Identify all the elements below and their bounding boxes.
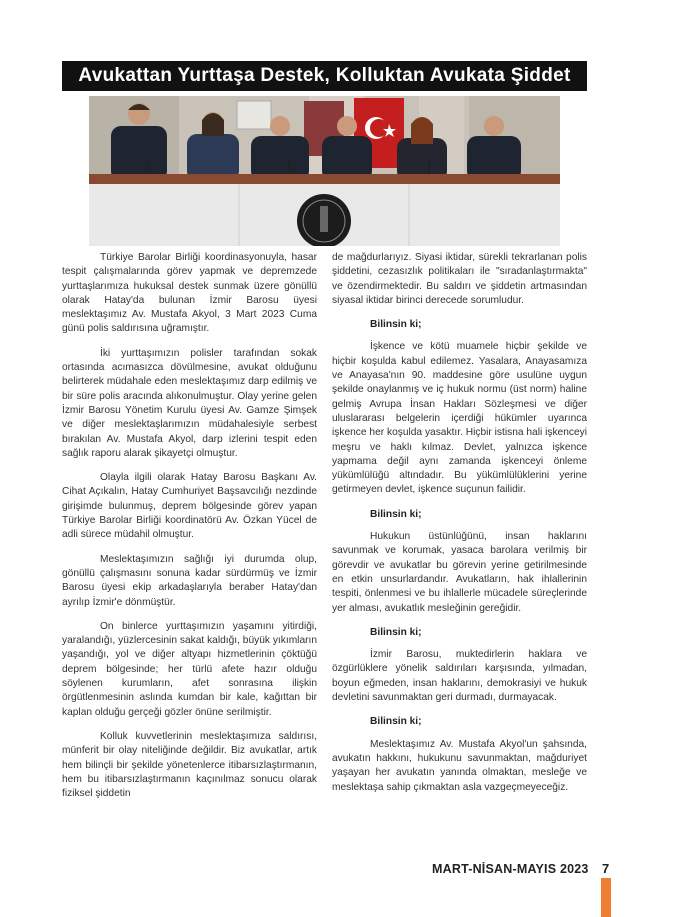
paragraph: Meslektaşımız Av. Mustafa Akyol'un şahsında, avukatın hakkını, hukukunu savunmaktan, mağduriyet yaşayan her avukatın yanında olmaktan, mesleğe ve meslektaşa sahip çıkmaktan asla vazgeçmeyeceğiz. [332, 738, 587, 793]
page-number: 7 [602, 861, 610, 876]
article-title: Avukattan Yurttaşa Destek, Kolluktan Avukata Şiddet [62, 61, 587, 91]
press-conference-photo [89, 96, 560, 246]
paragraph: Meslektaşımızın sağlığı iyi durumda olup, gönüllü çalışmasını sonuna kadar sürdürmüş ve İzmir Barosu üyesi ekip arkadaşlarıyla beraber Hatay'dan ayrılıp İzmir'e dönmüştür. [62, 553, 317, 608]
paragraph: Hukukun üstünlüğünü, insan haklarını savunmak ve korumak, yasaca barolara verilmiş bir görevdir ve avukatlar bu görevin yerine getirilmesinde en etkin unsurlardandır. Avukatların, hak ihlallerinin tespiti, önlenmesi ve bu ihlallerle mücadele süreçlerinde yer alması, avukatlık mesleğinin gereğidir. [332, 531, 587, 614]
section-heading: Bilinsin ki; [370, 508, 422, 520]
paragraph: İşkence ve kötü muamele hiçbir şekilde ve hiçbir koşulda kabul edilemez. Yasalara, Anayasamıza ve Anayasa'nın 90. maddesine göre usulüne uygun şekilde onaylanmış ve iç hukuk normu (üst norm) haline gelmiş Avrupa İnsan Hakları Sözleşmesi ve diğer uluslararası belgelerin içerdiği hükümler uyarınca işkence her koşulda yasaktır. Hiçbir istisna hali işkenceyi meşru ve haklı kılmaz. Devlet, yalnızca işkence yapmama değil aynı zamanda işkenceyi önleme yükümlülüğü altındadır. Bu yükümlülüklerini yerine getirmeyen devlet, işkence suçunun failidir. [332, 341, 587, 496]
section-heading: Bilinsin ki; [370, 319, 422, 331]
paragraph: de mağdurlarıyız. Siyasi iktidar, sürekli tekrarlanan polis şiddetini, cezasızlık politikaları ile "sıradanlaştırmakta" ve özendirmektedir. Bu saldırı ve şiddetin artmasından siyasal iktidar birinci derecede sorumludur. [332, 252, 587, 306]
left-column [62, 251, 317, 811]
section-heading: Bilinsin ki; [370, 716, 422, 728]
press-conference-illustration [89, 96, 560, 246]
accent-bar [601, 878, 611, 917]
paragraph: Olayla ilgili olarak Hatay Barosu Başkanı Av. Cihat Açıkalın, Hatay Cumhuriyet Başsavcılığı nezdinde girişimde bulunmuş, deprem bölgesinde görev yapan Türkiye Barolar Birliği koordinatörü Av. Özkan Yücel de adli sürece müdahil olmuştur. [62, 472, 317, 541]
paragraph: Türkiye Barolar Birliği koordinasyonuyla, hasar tespit çalışmalarında görev yapmak ve depremzede yurttaşlarımıza hukuksal destek sunmak üzere gönüllü olarak Hatay'da bulunan İzmir Barosu üyesi meslektaşımız Av. Mustafa Akyol, 3 Mart 2023 Cuma günü polis saldırısına uğramıştır. [62, 252, 317, 335]
paragraph: İzmir Barosu, muktedirlerin haklara ve özgürlüklere yönelik saldırıları karşısında, yılmadan, boyun eğmeden, insan haklarını, demokrasiyi ve hukuk devletini savunmaktan geri durmadı, durmayacak. [332, 649, 587, 704]
right-column [332, 251, 587, 805]
issue-label: MART-NİSAN-MAYIS 2023 [432, 862, 589, 876]
paragraph: İki yurttaşımızın polisler tarafından sokak ortasında acımasızca dövülmesine, avukat olduğunu belirterek müdahale eden meslektaşımız darp edilmiş ve bir süre polis aracında alıkonulmuştur. Olay yerine gelen İzmir Barosu Yönetim Kurulu üyesi Av. Gamze Şimşek ve diğer meslektaşlarımızın müdahalesiyle serbest bırakılan Av. Mustafa Akyol, darp izlerini tespit eden sağlık raporu alarak şikayetçi olmuştur. [62, 347, 317, 459]
paragraph: On binlerce yurttaşımızın yaşamını yitirdiği, yaralandığı, yüzlercesinin sakat kaldığı, büyük yıkımların yaşandığı, yol ve diğer altyapı hizmetlerinin çöktüğü deprem bölgesinde; her türlü afete hazır olduğu söylenen kurumların, afet sonrasına ilişkin örgütlenmesinin aslında kumdan bir kale, kağıttan bir kaplan olduğu gerçeği gözler önüne serilmiştir. [62, 620, 317, 718]
section-heading: Bilinsin ki; [370, 626, 422, 638]
paragraph: Kolluk kuvvetlerinin meslektaşımıza saldırısı, münferit bir olay niteliğinde değildir. Biz avukatlar, artık hem bilinçli bir şekilde yönetenlerce itibarsızlaştırmanın, hem bu itibarsızlaştırmanın kaçınılmaz sonucu olarak fiziksel şiddetin [62, 730, 317, 800]
